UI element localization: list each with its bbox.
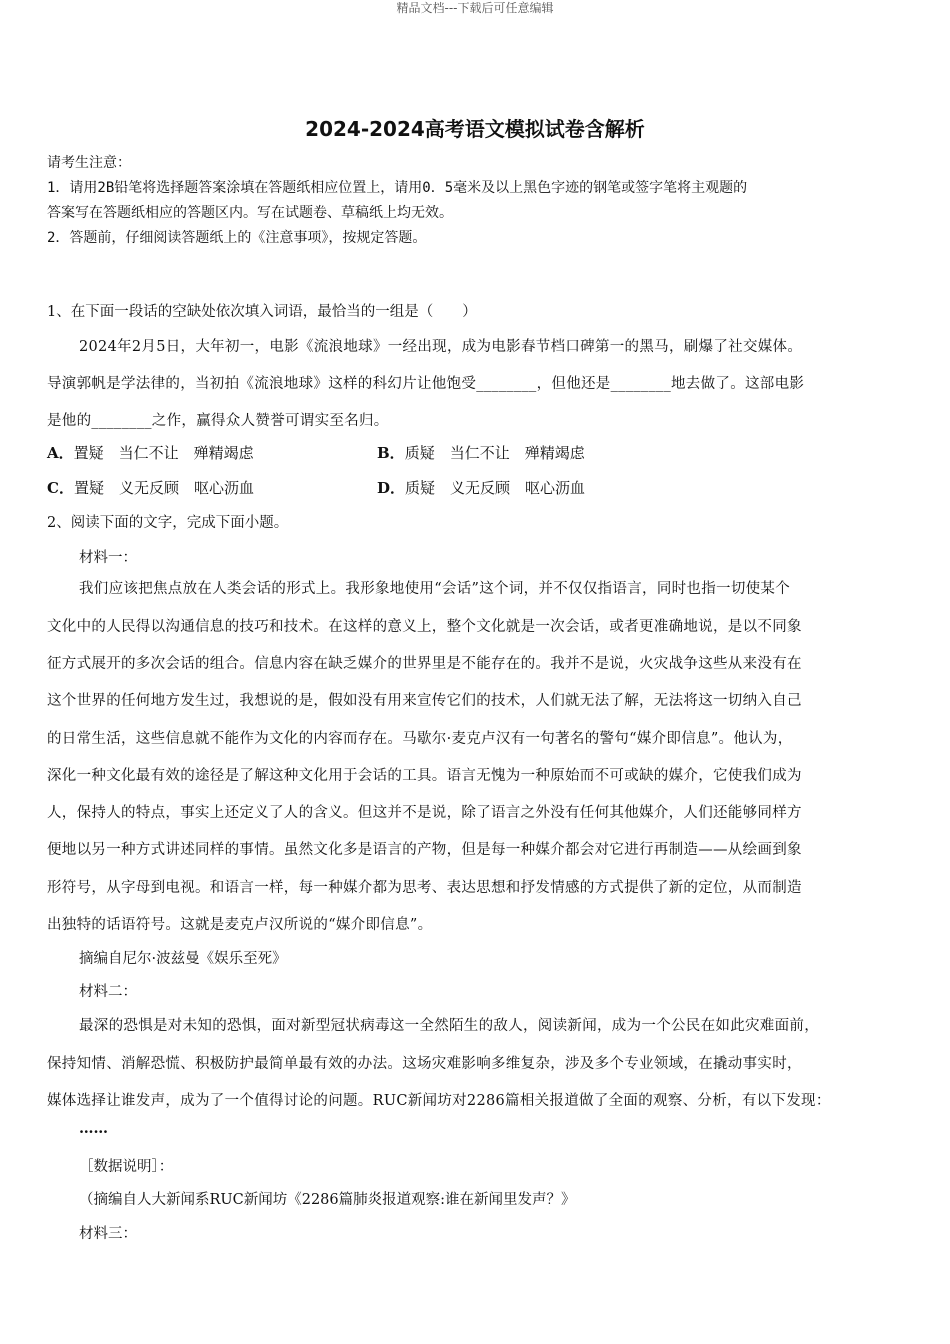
- material-1-line: 便地以另一种方式讲述同样的事情。虽然文化多是语言的产物，但是每一种媒介都会对它进行再制造——从绘画到象: [47, 842, 802, 858]
- material-1-line: 的日常生活，这些信息就不能作为文化的内容而存在。马歇尔·麦克卢汉有一句著名的警句“媒介即信息”。他认为，: [47, 731, 793, 747]
- question-1-passage-line: 是他的________之作，赢得众人赞誉可谓实至名归。: [47, 413, 389, 429]
- material-1-line: 深化一种文化最有效的途径是了解这种文化用于会话的工具。语言无愧为一种原始而不可或缺的媒介，它使我们成为: [47, 768, 802, 784]
- material-1-line: 征方式展开的多次会话的组合。信息内容在缺乏媒介的世界里是不能存在的。我并不是说，火灾战争这些从来没有在: [47, 656, 802, 672]
- material-3-label: 材料三：: [79, 1226, 137, 1242]
- option-text: 质疑 义无反顾 呕心沥血: [405, 479, 586, 497]
- notice-line: 2．答题前，仔细阅读答题纸上的《注意事项》，按规定答题。: [47, 230, 427, 246]
- option-b: [377, 442, 585, 463]
- notice-line: 1．请用2B铅笔将选择题答案涂填在答题纸相应位置上，请用0．5毫米及以上黑色字迹的钢笔或签字笔将主观题的: [47, 180, 748, 196]
- material-1-line: 我们应该把焦点放在人类会话的形式上。我形象地使用“会话”这个词，并不仅仅指语言，同时也指一切使某个: [79, 581, 791, 597]
- material-2-line: 最深的恐惧是对未知的恐惧，面对新型冠状病毒这一全然陌生的敌人，阅读新闻，成为一个公民在如此灾难面前，: [79, 1018, 819, 1034]
- question-1-passage-line: 导演郭帆是学法律的，当初拍《流浪地球》这样的科幻片让他饱受________，但他还是________地去做了。这部电影: [47, 376, 805, 392]
- material-1-line: 文化中的人民得以沟通信息的技巧和技术。在这样的意义上，整个文化就是一次会话，或者更准确地说，是以不同象: [47, 619, 802, 635]
- option-c: [47, 477, 254, 498]
- material-1-line: 人，保持人的特点，事实上还定义了人的含义。但这并不是说，除了语言之外没有任何其他媒介，人们还能够同样方: [47, 805, 802, 821]
- ellipsis: ……: [79, 1120, 108, 1137]
- material-1-source: 摘编自尼尔·波兹曼《娱乐至死》: [79, 951, 287, 967]
- material-2-line: 媒体选择让谁发声，成为了一个值得讨论的问题。RUC新闻坊对2286篇相关报道做了全面的观察、分析，有以下发现：: [47, 1093, 831, 1109]
- question-1-stem: 1、在下面一段话的空缺处依次填入词语，最恰当的一组是（ ）: [47, 304, 477, 320]
- option-text: 置疑 当仁不让 殚精竭虑: [73, 444, 254, 462]
- material-2-label: 材料二：: [79, 984, 137, 1000]
- material-1-label: 材料一：: [79, 550, 137, 566]
- question-2-stem: 2、阅读下面的文字，完成下面小题。: [47, 515, 289, 531]
- option-text: 质疑 当仁不让 殚精竭虑: [404, 444, 585, 462]
- notice-line: 答案写在答题纸相应的答题区内。写在试题卷、草稿纸上均无效。: [47, 205, 453, 221]
- material-1-line: 出独特的话语符号。这就是麦克卢汉所说的“媒介即信息”。: [47, 917, 433, 933]
- question-1-passage-line: 2024年2月5日，大年初一，电影《流浪地球》一经出现，成为电影春节档口碑第一的黑马，刷爆了社交媒体。: [79, 339, 803, 355]
- material-2-source: （摘编自人大新闻系RUC新闻坊《2286篇肺炎报道观察:谁在新闻里发声？》: [79, 1192, 576, 1208]
- notice-heading: 请考生注意：: [47, 155, 131, 171]
- material-1-line: 这个世界的任何地方发生过，我想说的是，假如没有用来宣传它们的技术，人们就无法了解，无法将这一切纳入自己: [47, 693, 802, 709]
- document-title: 2024-2024高考语文模拟试卷含解析: [305, 117, 645, 141]
- material-1-line: 形符号，从字母到电视。和语言一样，每一种媒介都为思考、表达思想和抒发情感的方式提供了新的定位，从而制造: [47, 880, 802, 896]
- option-letter: D．: [377, 479, 406, 497]
- option-letter: B．: [377, 444, 405, 462]
- option-text: 置疑 义无反顾 呕心沥血: [73, 479, 254, 497]
- option-a: [47, 442, 254, 463]
- option-d: [377, 477, 585, 498]
- option-letter: C．: [47, 479, 74, 497]
- data-note: ［数据说明］：: [79, 1159, 174, 1175]
- option-letter: A．: [47, 444, 74, 462]
- page-watermark: 精品文档---下载后可任意编辑: [396, 1, 554, 15]
- material-2-line: 保持知情、消解恐慌、积极防护最简单最有效的办法。这场灾难影响多维复杂，涉及多个专业领域，在撬动事实时，: [47, 1056, 802, 1072]
